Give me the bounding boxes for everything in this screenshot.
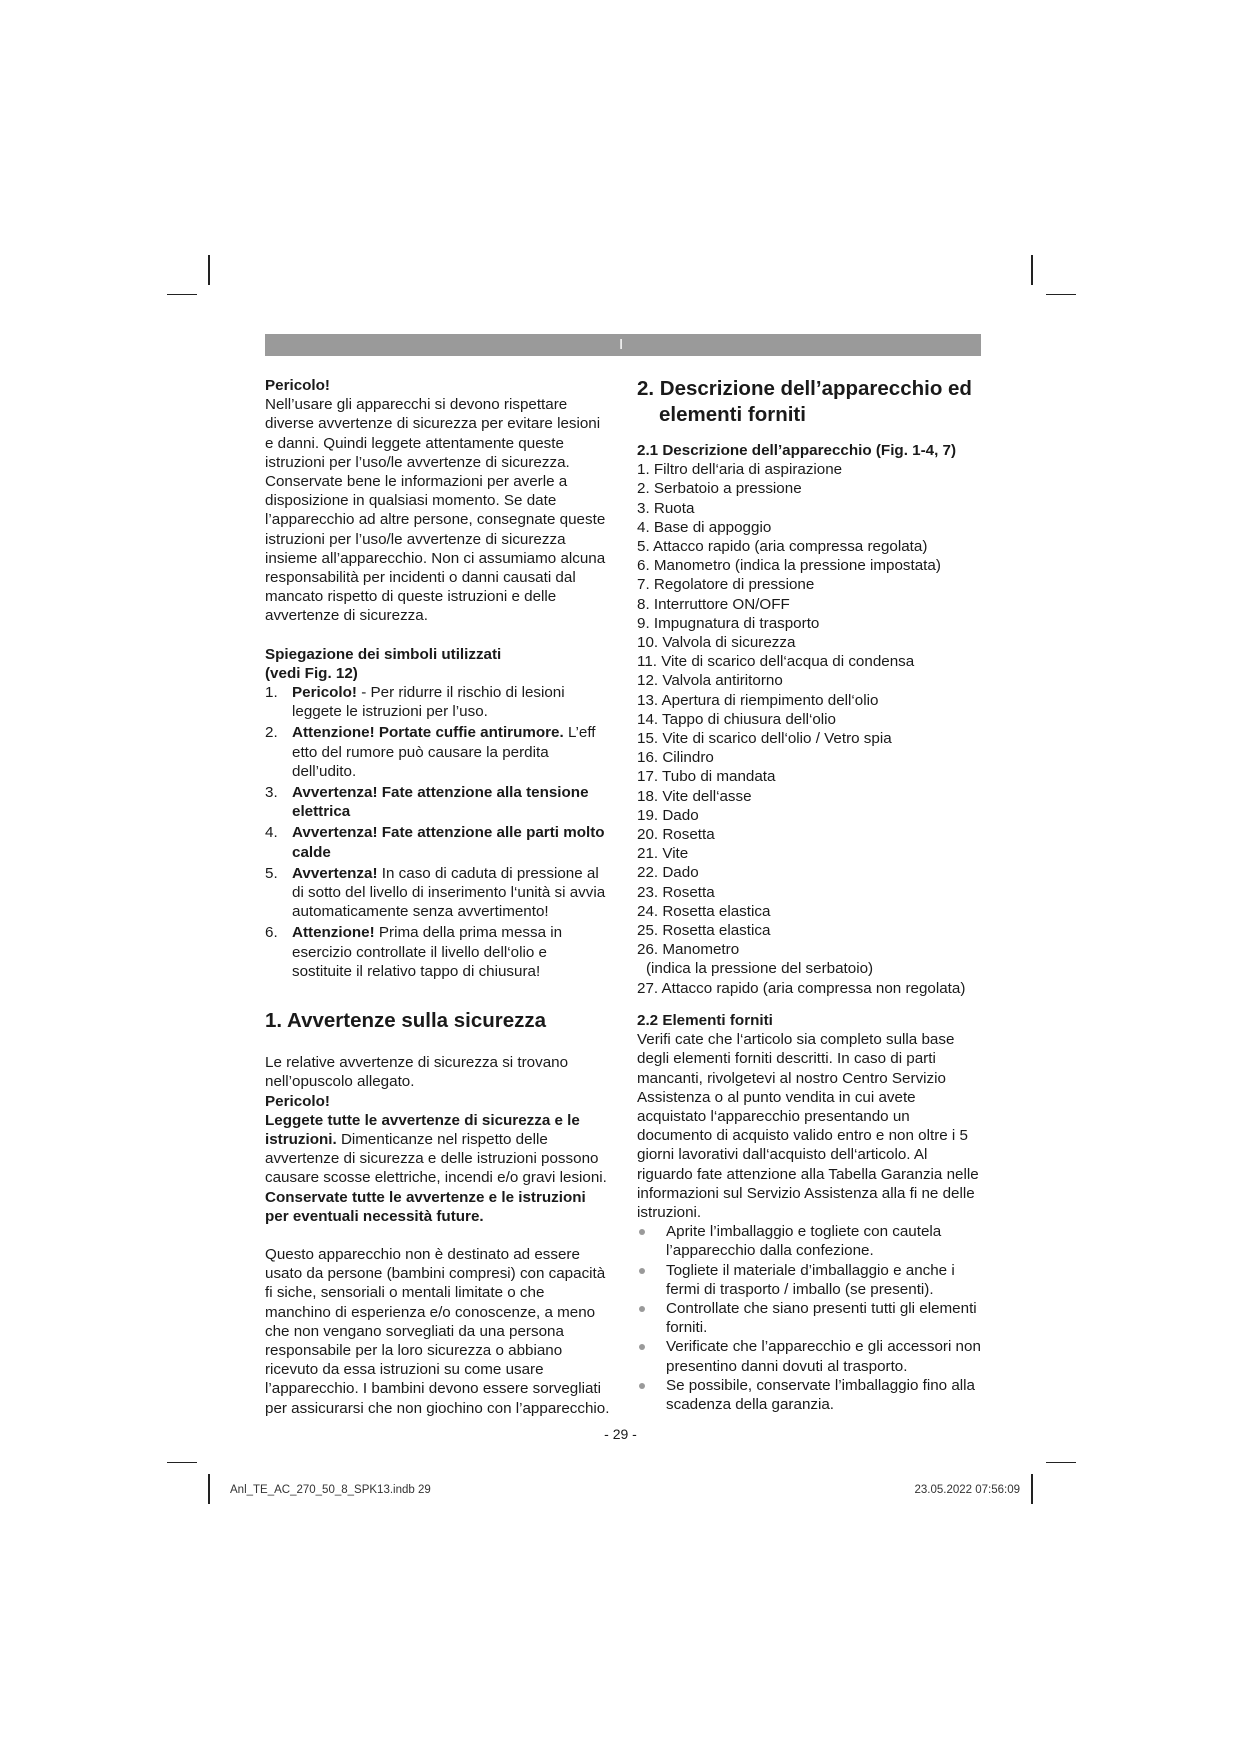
list-item: 26. Manometro [637, 941, 740, 959]
section2-title: 2. Descrizione dell’apparecchio ed elementi forniti [637, 377, 972, 426]
crop-mark [1046, 1462, 1076, 1463]
danger-text: Nell’usare gli apparecchi si devono rispettare diverse avvertenze di sicurezza per evitare lesioni e danni. Quindi leggete attentamente queste istruzioni per l’uso/le avvertenze di sicurezza. Conservate bene le informazioni per averle a disposizione in qualsiasi momento. Se date l’apparecchio ad altre persone, consegnate queste istruzioni per l’uso/le avvertenze di sicurezza insieme all’apparecchio. Non ci assumiamo alcuna responsabilità per incidenti o danni causati dal mancato rispetto di queste istruzioni e delle avvertenze di sicurezza. [265, 396, 606, 625]
list-item: 27. Attacco rapido (aria compressa non regolata) [637, 979, 966, 997]
section1-intro: Le relative avvertenze di sicurezza si trovano nell’opuscolo allegato. [265, 1054, 569, 1091]
list-item: 2. Serbatoio a pressione [637, 480, 802, 498]
list-item: 25. Rosetta elastica [637, 922, 771, 940]
danger-title: Pericolo! [265, 377, 330, 394]
list-item: 24. Rosetta elastica [637, 902, 771, 920]
symbols-list [265, 683, 610, 981]
sub21-title: 2.1 Descrizione dell’apparecchio (Fig. 1-4, 7) [637, 442, 957, 459]
list-item: 12. Valvola antiritorno [637, 672, 783, 690]
crop-mark [167, 1462, 197, 1463]
section1-title: 1. Avvertenze sulla sicurezza [265, 1009, 547, 1033]
list-item: 10. Valvola di sicurezza [637, 634, 796, 652]
list-item: 15. Vite di scarico dell‘olio / Vetro spia [637, 730, 892, 748]
list-item: 1. Pericolo! - Per ridurre il rischio di lesioni leggete le istruzioni per l’uso. [265, 684, 565, 721]
list-item: 21. Vite [637, 845, 689, 863]
crop-mark [208, 1474, 210, 1504]
crop-mark [1031, 255, 1033, 285]
symbols-title: Spiegazione dei simboli utilizzati [265, 645, 502, 663]
list-item: 20. Rosetta [637, 826, 715, 844]
list-item: 2. Attenzione! Portate cuffie antirumore. L’eff etto del rumore può causare la perdita dell’udito. [265, 724, 596, 780]
left-column [265, 376, 610, 1418]
list-item: 18. Vite dell‘asse [637, 787, 752, 805]
sub22-text: Verifi cate che l‘articolo sia completo sulla base degli elementi forniti descritti. In caso di parti mancanti, rivolgetevi al nostro Centro Servizio Assistenza o al punto vendita in cui avete acquistato l‘apparecchio presentando un documento di acquisto valido entro e non oltre i 5 giorni lavorativi dall‘acquisto dell‘articolo. Al riguardo fate attenzione alla Tabella Garanzia nelle informazioni sul Servizio Assistenza alla fi ne delle istruzioni. [637, 1031, 979, 1221]
sub22-title: 2.2 Elementi forniti [637, 1011, 773, 1029]
crop-mark [167, 294, 197, 295]
bullet-icon [639, 1383, 645, 1389]
list-item: Togliete il materiale d’imballaggio e anche i fermi di trasporto / imballo (se presenti). [637, 1261, 985, 1299]
bullet-icon [639, 1306, 645, 1312]
list-item: 9. Impugnatura di trasporto [637, 614, 820, 632]
crop-mark [1046, 294, 1076, 295]
list-item: 23. Rosetta [637, 883, 715, 901]
list-item: 13. Apertura di riempimento dell‘olio [637, 691, 879, 709]
list-item: 5. Avvertenza! In caso di caduta di pressione al di sotto del livello di inserimento l‘unità si avvia automaticamente senza avvertimento! [265, 864, 606, 921]
language-tab-label: I [619, 336, 624, 353]
list-item: 16. Cilindro [637, 749, 714, 767]
section1-children: Questo apparecchio non è destinato ad essere usato da persone (bambini compresi) con capacità fi siche, sensoriali o mentali limitate o che manchino di esperienza e/o conoscenze, a meno che non vengano sorvegliati da una persona responsabile per la loro sicurezza o abbiano ricevuto da essa istruzioni su come usare l’apparecchio. I bambini devono essere sorvegliati per assicurarsi che non giochino con l’apparecchio. [265, 1245, 610, 1417]
bullet-icon [639, 1268, 645, 1274]
crop-mark [208, 255, 210, 285]
section1-read-paragraph: Leggete tutte le avvertenze di sicurezza e le istruzioni. Dimenticanze nel rispetto delle avvertenze di sicurezza e delle istruzioni possono causare scosse elettriche, incendi e/o gravi lesioni. [265, 1111, 607, 1187]
list-item: Verificate che l’apparecchio e gli accessori non presentino danni dovuti al trasporto. [637, 1337, 985, 1375]
list-item: 3. Avvertenza! Fate attenzione alla tensione elettrica [265, 784, 589, 821]
list-item: Se possibile, conservate l’imballaggio fino alla scadenza della garanzia. [637, 1376, 985, 1414]
footer-timestamp: 23.05.2022 07:56:09 [914, 1484, 1020, 1496]
list-item: 14. Tappo di chiusura dell‘olio [637, 710, 836, 728]
section1-danger: Pericolo! [265, 1092, 330, 1110]
page-number: - 29 - [604, 1426, 637, 1442]
language-header-bar [265, 334, 981, 356]
list-item: 6. Manometro (indica la pressione impostata) [637, 557, 941, 575]
crop-mark [1031, 1474, 1033, 1504]
bullet-icon [639, 1344, 645, 1350]
list-item: 5. Attacco rapido (aria compressa regolata) [637, 538, 928, 556]
list-item: Aprite l’imballaggio e togliete con cautela l’apparecchio dalla confezione. [637, 1222, 985, 1260]
list-item: 3. Ruota [637, 499, 695, 517]
list-item: 19. Dado [637, 806, 699, 824]
parts-list [637, 460, 985, 998]
list-item: 11. Vite di scarico dell‘acqua di condensa [637, 653, 915, 671]
list-item: 1. Filtro dell‘aria di aspirazione [637, 461, 843, 479]
bullet-icon [639, 1229, 645, 1235]
list-item: 4. Base di appoggio [637, 518, 772, 536]
list-item: 17. Tubo di mandata [637, 768, 776, 786]
list-item: (indica la pressione del serbatoio) [646, 960, 874, 978]
bullet-list [637, 1222, 985, 1414]
list-item: 7. Regolatore di pressione [637, 576, 815, 594]
list-item: Controllate che siano presenti tutti gli elementi forniti. [637, 1299, 985, 1337]
list-item: 8. Interruttore ON/OFF [637, 595, 790, 613]
section1-keep: Conservate tutte le avvertenze e le istruzioni per eventuali necessità future. [265, 1188, 586, 1225]
list-item: 6. Attenzione! Prima della prima messa in esercizio controllate il livello dell‘olio e sostituite il relativo tappo di chiusura! [265, 924, 563, 980]
right-column [637, 376, 985, 1414]
symbols-subtitle: (vedi Fig. 12) [265, 664, 358, 682]
list-item: 4. Avvertenza! Fate attenzione alle parti molto calde [265, 824, 605, 861]
footer-file-name: Anl_TE_AC_270_50_8_SPK13.indb 29 [230, 1484, 431, 1496]
list-item: 22. Dado [637, 864, 699, 882]
